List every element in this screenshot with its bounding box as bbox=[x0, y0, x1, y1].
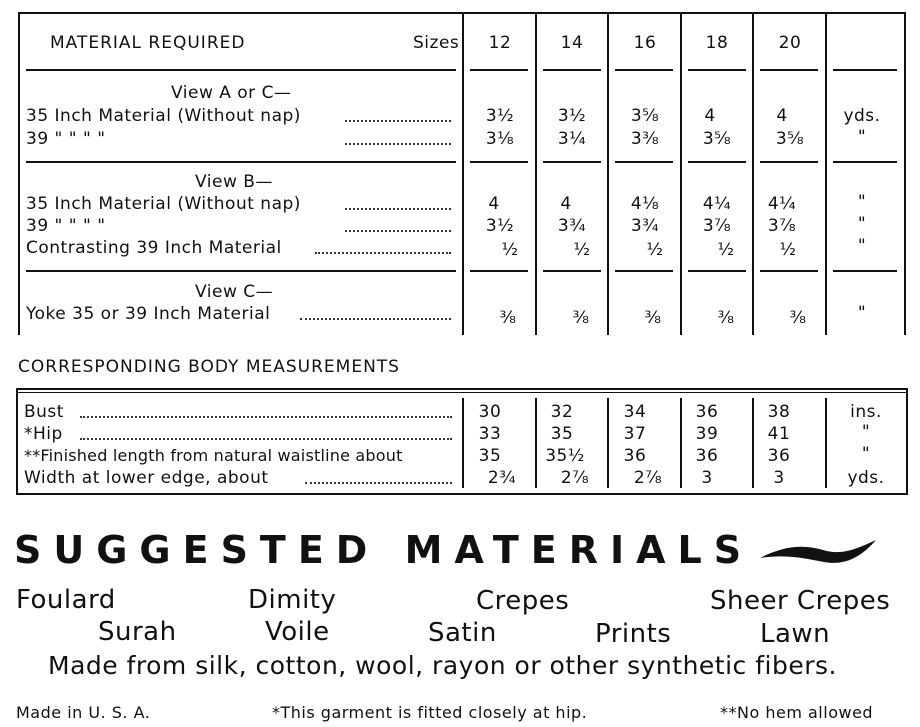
material-name: Surah bbox=[98, 617, 177, 647]
made-in-label: Made in U. S. A. bbox=[16, 703, 151, 722]
cell-value: ½ bbox=[646, 240, 664, 260]
cell-value: 34 bbox=[623, 402, 647, 422]
material-table-title: MATERIAL REQUIRED bbox=[50, 33, 246, 53]
cell-unit: yds. bbox=[847, 468, 885, 488]
cell-value: 4 bbox=[488, 194, 500, 214]
cell-value: 3⅞ bbox=[702, 216, 732, 236]
row-label: 35 Inch Material (Without nap) bbox=[26, 106, 301, 126]
size-header: 14 bbox=[560, 33, 584, 53]
cell-value: 30 bbox=[478, 402, 502, 422]
material-name: Prints bbox=[595, 619, 672, 649]
cell-value: 3¾ bbox=[630, 216, 660, 236]
cell-value: 4 bbox=[560, 194, 572, 214]
size-header: 16 bbox=[633, 33, 657, 53]
cell-value: 3½ bbox=[557, 106, 587, 126]
cell-value: 3¼ bbox=[557, 129, 587, 149]
cell-value: 4⅛ bbox=[630, 194, 660, 214]
cell-value: ½ bbox=[779, 240, 797, 260]
cell-unit: " bbox=[861, 422, 871, 442]
cell-value: 32 bbox=[550, 402, 574, 422]
cell-unit: ins. bbox=[850, 402, 882, 422]
cell-value: ½ bbox=[573, 240, 591, 260]
cell-value: 3 bbox=[701, 468, 713, 488]
cell-value: 39 bbox=[695, 424, 719, 444]
cell-value: 37 bbox=[623, 424, 647, 444]
section-heading: View A or C— bbox=[171, 83, 292, 103]
section-heading: View B— bbox=[195, 172, 273, 192]
sizes-label: Sizes bbox=[413, 33, 460, 53]
cell-value: 35 bbox=[550, 424, 574, 444]
row-label: Width at lower edge, about bbox=[24, 468, 269, 488]
cell-value: 2⅞ bbox=[560, 468, 590, 488]
hip-note: *This garment is fitted closely at hip. bbox=[272, 703, 588, 722]
cell-value: 4¼ bbox=[702, 194, 732, 214]
cell-value: 3⅜ bbox=[630, 129, 660, 149]
cell-value: ⅜ bbox=[717, 308, 735, 328]
cell-value: 4 bbox=[704, 106, 716, 126]
suggested-title: SUGGESTED MATERIALS bbox=[14, 528, 754, 572]
cell-value: 4 bbox=[776, 106, 788, 126]
material-name: Foulard bbox=[16, 585, 116, 615]
cell-unit: yds. bbox=[843, 106, 881, 126]
cell-unit: " bbox=[857, 214, 867, 234]
row-label: Yoke 35 or 39 Inch Material bbox=[26, 304, 271, 324]
cell-value: ½ bbox=[501, 240, 519, 260]
size-header: 12 bbox=[488, 33, 512, 53]
size-header: 20 bbox=[778, 33, 802, 53]
cell-value: 3⅝ bbox=[775, 129, 805, 149]
cell-unit: " bbox=[861, 444, 871, 464]
size-header: 18 bbox=[705, 33, 729, 53]
row-label: 35 Inch Material (Without nap) bbox=[26, 194, 301, 214]
cell-value: 3 bbox=[773, 468, 785, 488]
cell-value: 3⅞ bbox=[767, 216, 797, 236]
cell-value: 41 bbox=[767, 424, 791, 444]
cell-value: 3½ bbox=[485, 216, 515, 236]
cell-value: 38 bbox=[767, 402, 791, 422]
cell-value: ⅜ bbox=[789, 308, 807, 328]
cell-value: 36 bbox=[695, 446, 719, 466]
row-label: 39 " " " " bbox=[26, 129, 106, 149]
row-label: **Finished length from natural waistline about bbox=[24, 446, 403, 465]
swash-ornament bbox=[758, 536, 878, 576]
cell-value: ⅜ bbox=[644, 308, 662, 328]
cell-value: ⅜ bbox=[499, 308, 517, 328]
cell-value: 35½ bbox=[545, 446, 585, 466]
cell-value: 3⅝ bbox=[630, 106, 660, 126]
cell-unit: " bbox=[857, 192, 867, 212]
material-name: Sheer Crepes bbox=[710, 586, 891, 616]
row-label: *Hip bbox=[24, 424, 63, 444]
cell-value: 3½ bbox=[485, 106, 515, 126]
cell-unit: " bbox=[857, 127, 867, 147]
cell-value: 3⅝ bbox=[702, 129, 732, 149]
cell-unit: " bbox=[857, 303, 867, 323]
body-table-title: CORRESPONDING BODY MEASUREMENTS bbox=[18, 357, 400, 377]
material-name: Crepes bbox=[476, 586, 570, 616]
cell-value: 3¾ bbox=[557, 216, 587, 236]
cell-value: 33 bbox=[478, 424, 502, 444]
material-name: Voile bbox=[265, 617, 330, 647]
cell-value: 36 bbox=[695, 402, 719, 422]
section-heading: View C— bbox=[195, 282, 274, 302]
cell-value: ½ bbox=[717, 240, 735, 260]
material-name: Satin bbox=[428, 618, 497, 648]
cell-value: 35 bbox=[478, 446, 502, 466]
cell-value: 2⅞ bbox=[633, 468, 663, 488]
row-label: 39 " " " " bbox=[26, 216, 106, 236]
cell-value: 2¾ bbox=[487, 468, 517, 488]
cell-value: 4¼ bbox=[767, 194, 797, 214]
cell-value: ⅜ bbox=[572, 308, 590, 328]
row-label: Bust bbox=[24, 402, 64, 422]
row-label: Contrasting 39 Inch Material bbox=[26, 238, 282, 258]
materials-note: Made from silk, cotton, wool, rayon or other synthetic fibers. bbox=[48, 651, 837, 680]
cell-value: 36 bbox=[767, 446, 791, 466]
material-name: Lawn bbox=[760, 619, 831, 649]
cell-unit: " bbox=[857, 236, 867, 256]
cell-value: 36 bbox=[623, 446, 647, 466]
material-name: Dimity bbox=[248, 585, 337, 615]
hem-note: **No hem allowed bbox=[720, 703, 874, 722]
cell-value: 3⅛ bbox=[485, 129, 515, 149]
